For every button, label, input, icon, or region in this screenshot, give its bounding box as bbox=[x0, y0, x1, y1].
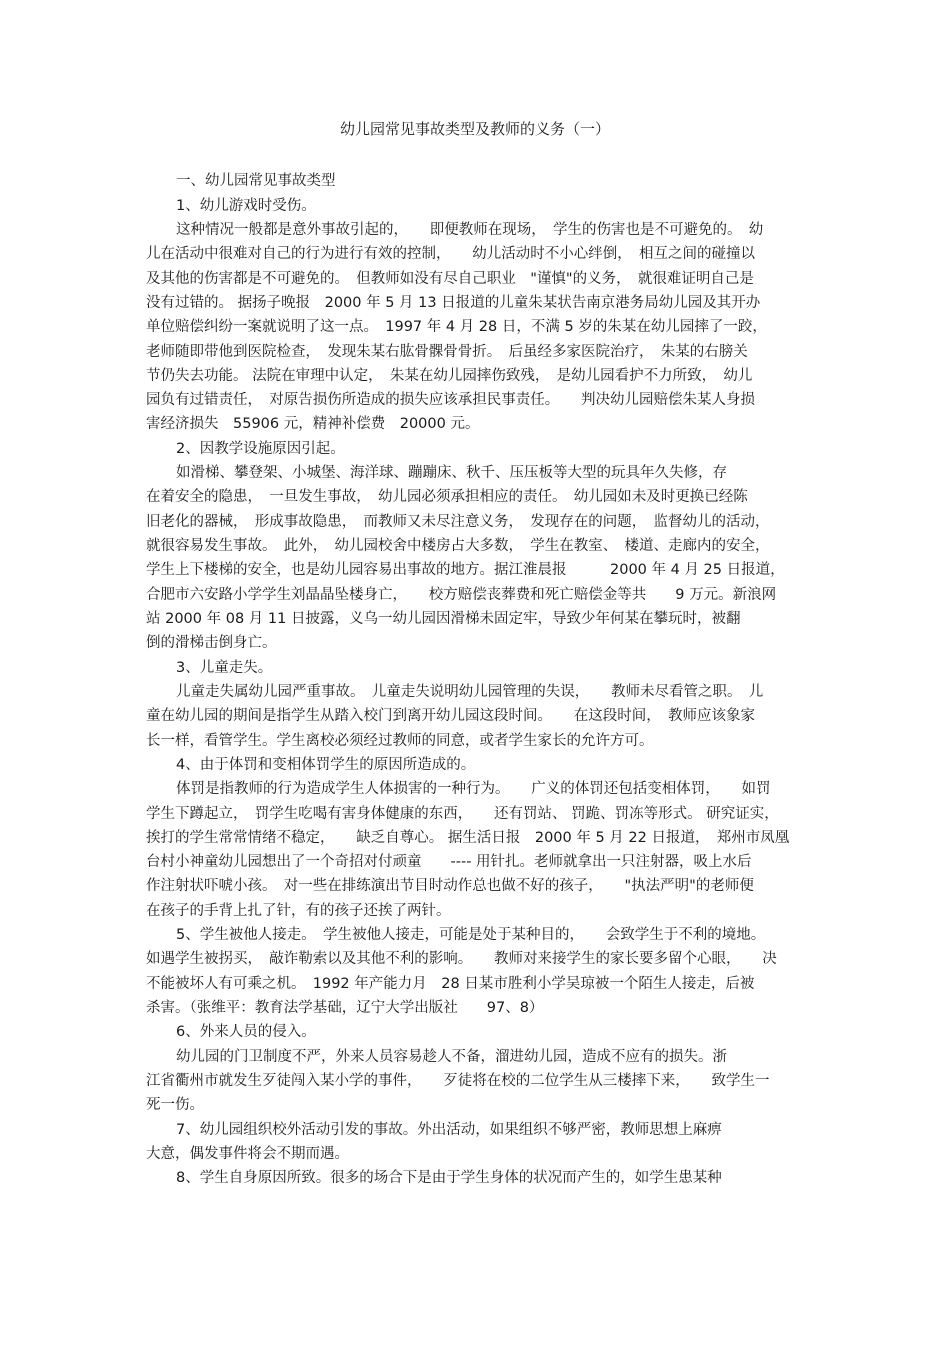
paragraph-line: 7、幼儿园组织校外活动引发的事故。外出活动，如果组织不够严密，教师思想上麻痹 bbox=[176, 1122, 722, 1138]
paragraph-line: 体罚是指教师的行为造成学生人体损害的一种行为。 广义的体罚还包括变相体罚， 如罚 bbox=[176, 781, 771, 797]
paragraph-line: 一、幼儿园常见事故类型 bbox=[176, 173, 336, 189]
paragraph-line: 江省衢州市就发生歹徒闯入某小学的事件， 歹徒将在校的二位学生从三楼摔下来， 致学生一 bbox=[146, 1073, 770, 1089]
paragraph-line: 台村小神童幼儿园想出了一个奇招对付顽童 ---- 用针扎。老师就拿出一只注射器，吸上水后 bbox=[146, 854, 752, 870]
paragraph-line: 学生上下楼梯的安全，也是幼儿园容易出事故的地方。据江淮晨报 2000 年 4 月 25 日报道， bbox=[146, 562, 785, 578]
paragraph-line: 单位赔偿纠纷一案就说明了这一点。 1997 年 4 月 28 日，不满 5 岁的朱某在幼儿园摔了一跤， bbox=[146, 319, 767, 335]
paragraph-line: 1、幼儿游戏时受伤。 bbox=[176, 198, 316, 214]
paragraph-line: 儿在活动中很难对自己的行为进行有效的控制， 幼儿活动时不小心绊倒， 相互之间的碰撞以 bbox=[146, 246, 755, 262]
document-title: 幼儿园常见事故类型及教师的义务（一） bbox=[339, 120, 610, 138]
paragraph-line: 园负有过错责任， 对原告损伤所造成的损失应该承担民事责任。 判决幼儿园赔偿朱某人身损 bbox=[146, 392, 755, 408]
paragraph-line: 学生下蹲起立， 罚学生吃喝有害身体健康的东西， 还有罚站、 罚跪、罚冻等形式。 研究证实， bbox=[146, 806, 779, 822]
paragraph-line: 及其他的伤害都是不可避免的。 但教师如没有尽自己职业 "谨慎"的义务， 就很难证明自己是 bbox=[146, 271, 754, 287]
paragraph-line: 长一样，看管学生。学生离校必须经过教师的同意，或者学生家长的允许方可。 bbox=[146, 733, 654, 749]
paragraph-line: 大意，偶发事件将会不期而遇。 bbox=[146, 1146, 349, 1162]
paragraph-line: 作注射状吓唬小孩。 对一些在排练演出节目时动作总也做不好的孩子， "执法严明"的老师便 bbox=[146, 878, 754, 894]
paragraph-line: 杀害。（张维平：教育法学基础，辽宁大学出版社 97、8） bbox=[146, 1000, 544, 1016]
paragraph-line: 在孩子的手背上扎了针，有的孩子还挨了两针。 bbox=[146, 903, 451, 919]
paragraph-line: 就很容易发生事故。 此外， 幼儿园校舍中楼房占大多数， 学生在教室、 楼道、走廊内的安全， bbox=[146, 538, 770, 554]
paragraph-line: 挨打的学生常常情绪不稳定， 缺乏自尊心。 据生活日报 2000 年 5 月 22 日报道， 郑州市凤凰 bbox=[146, 830, 790, 846]
paragraph-line: 童在幼儿园的期间是指学生从踏入校门到离开幼儿园这段时间。 在这段时间， 教师应该象家 bbox=[146, 708, 755, 724]
paragraph-line: 没有过错的。 据扬子晚报 2000 年 5 月 13 日报道的儿童朱某状告南京港务局幼儿园及其开办 bbox=[146, 295, 761, 311]
paragraph-line: 害经济损失 55906 元，精神补偿费 20000 元。 bbox=[146, 416, 480, 432]
paragraph-line: 如滑梯、攀登架、小城堡、海洋球、蹦蹦床、秋千、压压板等大型的玩具年久失修，存 bbox=[176, 465, 727, 481]
paragraph-line: 2、因教学设施原因引起。 bbox=[176, 441, 345, 457]
paragraph-line: 儿童走失属幼儿园严重事故。 儿童走失说明幼儿园管理的失误， 教师未尽看管之职。 儿 bbox=[176, 684, 764, 700]
paragraph-line: 旧老化的器械， 形成事故隐患， 而教师又未尽注意义务， 发现存在的问题， 监督幼儿的活动， bbox=[146, 514, 770, 530]
paragraph-line: 幼儿园的门卫制度不严，外来人员容易趁人不备，溜进幼儿园，造成不应有的损失。浙 bbox=[176, 1049, 727, 1065]
paragraph-line: 站 2000 年 08 月 11 日披露，义乌一幼儿园因滑梯未固定牢，导致少年何某在攀玩时，被翻 bbox=[146, 611, 741, 627]
paragraph-line: 如遇学生被拐买， 敲诈勒索以及其他不利的影响。 教师对来接学生的家长要多留个心眼， 决 bbox=[146, 951, 777, 967]
paragraph-line: 这种情况一般都是意外事故引起的， 即便教师在现场， 学生的伤害也是不可避免的。 幼 bbox=[176, 222, 764, 238]
paragraph-line: 8、学生自身原因所致。很多的场合下是由于学生身体的状况而产生的，如学生患某种 bbox=[176, 1170, 722, 1186]
paragraph-line: 节仍失去功能。 法院在审理中认定， 朱某在幼儿园摔伤致残， 是幼儿园看护不力所致， 幼儿 bbox=[146, 368, 753, 384]
paragraph-line: 3、儿童走失。 bbox=[176, 660, 273, 676]
paragraph-line: 在着安全的隐患， 一旦发生事故， 幼儿园必须承担相应的责任。 幼儿园如未及时更换已经陈 bbox=[146, 489, 748, 505]
paragraph-line: 倒的滑梯击倒身亡。 bbox=[146, 635, 277, 651]
paragraph-line: 合肥市六安路小学学生刘晶晶坠楼身亡， 校方赔偿丧葬费和死亡赔偿金等共 9 万元。新浪网 bbox=[146, 587, 777, 603]
paragraph-line: 不能被坏人有可乘之机。 1992 年产能力月 28 日某市胜利小学吴琼被一个陌生人接走，后被 bbox=[146, 976, 755, 992]
paragraph-line: 5、学生被他人接走。 学生被他人接走，可能是处于某种目的， 会致学生于不利的境地。 bbox=[176, 927, 766, 943]
paragraph-line: 6、外来人员的侵入。 bbox=[176, 1024, 316, 1040]
paragraph-line: 死一伤。 bbox=[146, 1097, 204, 1113]
paragraph-line: 4、由于体罚和变相体罚学生的原因所造成的。 bbox=[176, 757, 476, 773]
paragraph-line: 老师随即带他到医院检查， 发现朱某右肱骨髁骨骨折。 后虽经多家医院治疗， 朱某的右膀关 bbox=[146, 344, 748, 360]
